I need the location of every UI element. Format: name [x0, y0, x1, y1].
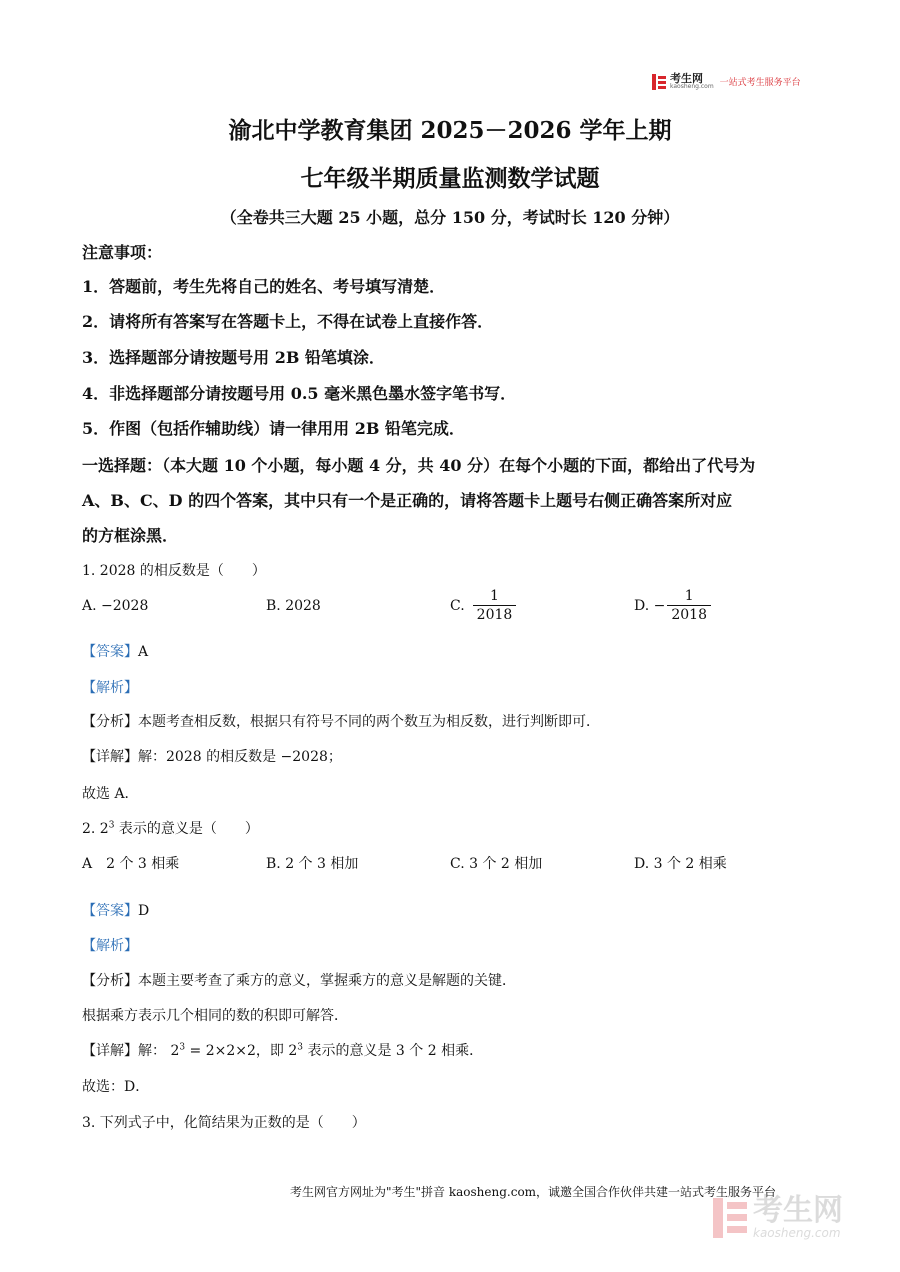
option-a: A. −2028	[82, 598, 149, 614]
watermark-logo-icon	[713, 1198, 747, 1238]
analysis-fenxi	[82, 970, 516, 990]
q2-stem-post: 表示的意义是（ ）	[114, 821, 259, 837]
fraction-numerator: 1	[684, 588, 694, 604]
exam-info: （全卷共三大题 25 小题，总分 150 分，考试时长 120 分钟）	[220, 208, 680, 227]
answer-line	[82, 641, 148, 661]
answer-value: D	[138, 903, 150, 919]
analysis-tag: 【解析】	[82, 680, 138, 696]
watermark-name: 考生网	[753, 1193, 843, 1228]
notice-item: 1．答题前，考生先将自己的姓名、考号填写清楚．	[82, 277, 446, 296]
exam-title: 渝北中学教育集团 2025－2026 学年上期	[228, 117, 672, 144]
watermark-domain: kaosheng.com	[753, 1226, 841, 1240]
fraction-denominator: 2018	[473, 605, 517, 623]
option-b: B. 2028	[266, 598, 321, 614]
watermark	[713, 1193, 843, 1240]
option-d-label: D. −	[634, 597, 666, 614]
fraction-numerator: 1	[490, 588, 499, 604]
fenxi-tag: 【分析】	[82, 973, 138, 989]
answer-tag: 【答案】	[82, 644, 138, 660]
answer-tag: 【答案】	[82, 903, 138, 919]
analysis-fenxi-2: 根据乘方表示几个相同的数的积即可解答．	[82, 1008, 348, 1024]
kaosheng-logo-icon	[652, 74, 666, 90]
analysis-fenxi	[82, 711, 600, 731]
xiangjie-post: 表示的意义是 3 个 2 相乘．	[303, 1043, 484, 1059]
xiangjie-mid: = 2×2×2，即 2	[185, 1043, 298, 1059]
option-d: D. 3 个 2 相乘	[634, 856, 727, 872]
xiangjie-text: 解：2028 的相反数是 −2028；	[138, 749, 342, 765]
fenxi-text: 本题主要考查了乘方的意义，掌握乘方的意义是解题的关键．	[138, 973, 516, 989]
xiangjie-tag: 【详解】	[82, 1043, 138, 1059]
section-instructions: A、B、C、D 的四个答案，其中只有一个是正确的，请将答题卡上题号右侧正确答案所对应	[82, 491, 733, 510]
logo-domain: kaosheng.com	[670, 83, 714, 90]
analysis-xiangjie	[82, 746, 342, 766]
analysis-xiangjie	[82, 1040, 483, 1060]
answer-line	[82, 900, 149, 920]
q2-stem-pre: 2. 2	[82, 821, 109, 837]
option-b: B. 2 个 3 相加	[266, 856, 359, 872]
q2-exponent: 3	[108, 820, 115, 831]
section-instructions: 的方框涂黑．	[82, 526, 179, 545]
question-stem: 1. 2028 的相反数是（ ）	[82, 563, 266, 579]
option-c-label: C.	[450, 597, 465, 614]
option-d	[634, 588, 711, 623]
xiangjie-exponent: 3	[179, 1042, 186, 1053]
fenxi-text: 本题考查相反数，根据只有符号不同的两个数互为相反数，进行判断即可．	[138, 714, 600, 730]
exam-subtitle: 七年级半期质量监测数学试题	[300, 165, 600, 192]
logo-tagline: 一站式考生服务平台	[719, 78, 801, 88]
notice-heading: 注意事项：	[82, 243, 163, 262]
question-stem	[82, 818, 259, 838]
notice-item: 3．选择题部分请按题号用 2B 铅笔填涂．	[82, 348, 385, 367]
notice-item: 4．非选择题部分请按题号用 0.5 毫米黑色墨水签字笔书写．	[82, 384, 517, 403]
fraction	[667, 588, 711, 623]
notice-item: 5．作图（包括作辅助线）请一律用用 2B 铅笔完成．	[82, 419, 465, 438]
logo-name: 考生网	[670, 72, 703, 85]
option-c	[450, 588, 516, 623]
answer-value: A	[138, 644, 149, 660]
notice-item: 2．请将所有答案写在答题卡上，不得在试卷上直接作答．	[82, 312, 494, 331]
footer-note: 考生网官方网址为"考生"拼音 kaosheng.com，诚邀全国合作伙伴共建一站式考生服务平台	[290, 1185, 777, 1199]
fraction	[473, 588, 517, 623]
option-c: C. 3 个 2 相加	[450, 856, 543, 872]
xiangjie-pre: 解： 2	[138, 1043, 180, 1059]
header-logo	[652, 73, 801, 90]
question-stem: 3. 下列式子中，化简结果为正数的是（ ）	[82, 1115, 366, 1131]
conclusion: 故选：D．	[82, 1079, 150, 1095]
analysis-tag: 【解析】	[82, 938, 138, 954]
section-instructions: 一选择题：（本大题 10 个小题，每小题 4 分，共 40 分）在每个小题的下面，都给出了代号为	[82, 456, 756, 475]
xiangjie-exponent: 3	[297, 1042, 303, 1053]
xiangjie-tag: 【详解】	[82, 749, 138, 765]
fraction-denominator: 2018	[667, 605, 711, 623]
fenxi-tag: 【分析】	[82, 714, 138, 730]
conclusion: 故选 A．	[82, 786, 139, 802]
option-a: A 2 个 3 相乘	[82, 856, 180, 872]
